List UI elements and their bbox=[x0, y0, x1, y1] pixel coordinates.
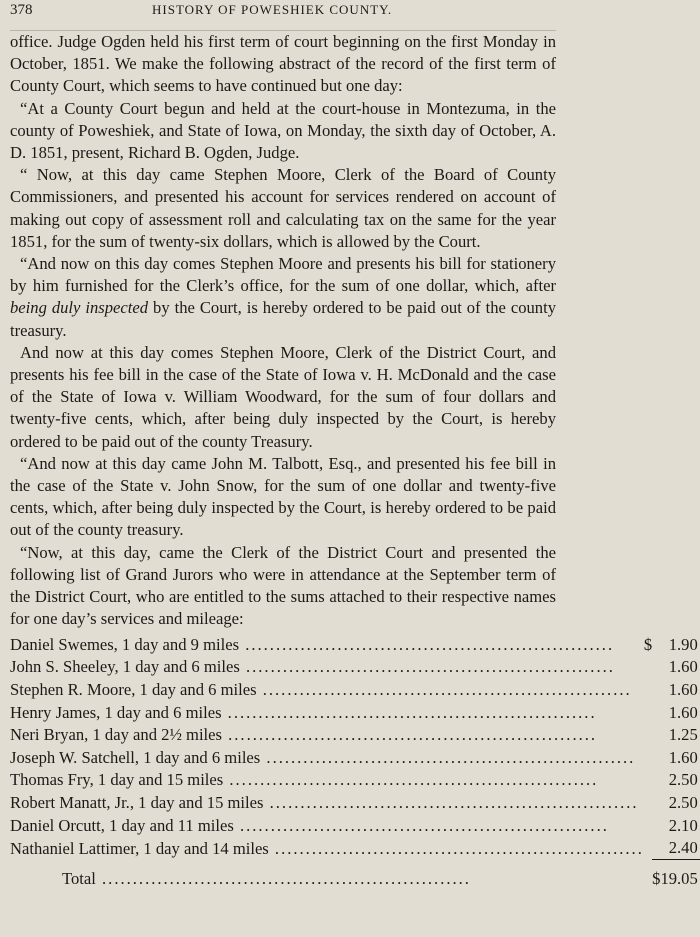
juror-entry: Stephen R. Moore, 1 day and 6 miles bbox=[10, 680, 257, 700]
currency-sign bbox=[644, 679, 652, 702]
ledger-row bbox=[10, 837, 700, 860]
leader-dots: ............................................................ bbox=[95, 869, 471, 889]
juror-amount: 1.60 bbox=[668, 680, 698, 700]
leader-dots: ............................................................ bbox=[223, 770, 599, 790]
stationery-text-after: by the Court, is hereby ordered to be paid out of the county treasury. bbox=[10, 298, 556, 340]
juror-amount: 2.40 bbox=[668, 838, 698, 858]
paragraph-talbott-fee-bill: “And now at this day came John M. Talbott, Esq., and presented his fee bill in the case of the State v. John Snow, for the sum of one dollar and twenty-five cents, which, after being duly inspected by the Court, is hereby ordered to be paid out of the county treasury. bbox=[10, 453, 556, 540]
juror-amount: 1.60 bbox=[668, 747, 698, 767]
paragraph-commissioners-account: “ Now, at this day came Stephen Moore, Clerk of the Board of County Commissioners, and presented his account for services rendered on account of making out copy of assessment roll and calculating tax on the same for the year 1851, for the sum of twenty-six dollars, which is allowed by the Court. bbox=[10, 165, 556, 251]
juror-entry: Nathaniel Lattimer, 1 day and 14 miles bbox=[10, 838, 269, 858]
ledger-row bbox=[10, 724, 700, 747]
leader-dots: ............................................................ bbox=[239, 634, 615, 654]
stationery-italic-phrase: being duly inspected bbox=[10, 298, 149, 318]
total-label: Total bbox=[62, 869, 96, 889]
juror-amount: 2.10 bbox=[668, 815, 698, 835]
juror-amount: 1.60 bbox=[668, 657, 698, 677]
juror-amount: 1.90 bbox=[668, 634, 698, 654]
leader-dots: ............................................................ bbox=[221, 725, 598, 745]
paragraph-district-clerk-fee-bill: And now at this day comes Stephen Moore, Clerk of the District Court, and presents his fee bill in the case of the State of Iowa v. H. McDonald and the case of the State of Iowa v. William Woodward, for the sum of four dollars and twenty-five cents, which, after being duly inspected by the Court, is hereby ordered to be paid out of the county Treasury. bbox=[10, 342, 556, 451]
juror-entry: Daniel Orcutt, 1 day and 11 miles bbox=[10, 815, 234, 835]
stationery-text-before: “And now on this day comes Stephen Moore and presents his bill for stationery by him furnished for the Clerk’s office, for the sum of one dollar, which, after bbox=[10, 254, 556, 296]
ledger-row bbox=[10, 792, 700, 815]
leader-dots: ............................................................ bbox=[263, 793, 639, 813]
currency-sign bbox=[644, 792, 652, 815]
ledger-row bbox=[10, 656, 700, 679]
ledger-row bbox=[10, 679, 700, 702]
paragraph-stationery-bill bbox=[10, 253, 556, 342]
page-number: 378 bbox=[10, 2, 33, 18]
currency-sign bbox=[644, 837, 652, 860]
ledger-row bbox=[10, 633, 700, 656]
paragraph-grand-jurors-intro: “Now, at this day, came the Clerk of the District Court and presented the following list of Grand Jurors who were in attendance at the September term of the District Court, who are entitled to the sums attached to their respective names for one day’s services and mileage: bbox=[10, 542, 556, 629]
juror-entry: Daniel Swemes, 1 day and 9 miles bbox=[10, 634, 240, 654]
total-amount: $19.05 bbox=[652, 860, 700, 891]
leader-dots: ............................................................ bbox=[221, 702, 597, 722]
page-body bbox=[10, 31, 698, 890]
currency-sign bbox=[644, 746, 652, 769]
running-header bbox=[10, 0, 556, 31]
currency-sign bbox=[644, 701, 652, 724]
ledger-row bbox=[10, 701, 700, 724]
currency-sign bbox=[644, 814, 652, 837]
juror-entry: Joseph W. Satchell, 1 day and 6 miles bbox=[10, 747, 261, 767]
paragraph-court-opened: “At a County Court begun and held at the court-house in Montezuma, in the county of Poweshiek, and State of Iowa, on Monday, the sixth day of October, A. D. 1851, present, Richard B. Ogden, Judge. bbox=[10, 98, 556, 163]
leader-dots: ............................................................ bbox=[268, 838, 644, 858]
ledger-row bbox=[10, 814, 700, 837]
juror-amount: 1.60 bbox=[668, 702, 698, 722]
running-title: HISTORY OF POWESHIEK COUNTY. bbox=[152, 2, 393, 17]
juror-amount: 2.50 bbox=[668, 793, 698, 813]
currency-sign bbox=[644, 656, 652, 679]
currency-sign: $ bbox=[643, 634, 653, 654]
juror-entry: Robert Manatt, Jr., 1 day and 15 miles bbox=[10, 793, 264, 813]
ledger-row bbox=[10, 769, 700, 792]
juror-entry: John S. Sheeley, 1 day and 6 miles bbox=[10, 657, 240, 677]
juror-entry: Henry James, 1 day and 6 miles bbox=[10, 702, 222, 722]
currency-sign bbox=[644, 724, 652, 747]
juror-amount: 1.25 bbox=[668, 725, 698, 745]
currency-sign bbox=[644, 769, 652, 792]
juror-entry: Thomas Fry, 1 day and 15 miles bbox=[10, 770, 224, 790]
leader-dots: ............................................................ bbox=[233, 815, 609, 835]
juror-entry: Neri Bryan, 1 day and 2½ miles bbox=[10, 725, 222, 745]
ledger-row bbox=[10, 746, 700, 769]
leader-dots: ............................................................ bbox=[260, 747, 636, 767]
leader-dots: ............................................................ bbox=[256, 680, 632, 700]
grand-jurors-ledger bbox=[10, 633, 700, 890]
ledger-total-row bbox=[10, 860, 700, 891]
paragraph-opening: office. Judge Ogden held his first term of court beginning on the first Monday in October, 1851. We make the following abstract of the record of the first term of County Court, which seems to have continued but one day: bbox=[10, 32, 556, 96]
juror-amount: 2.50 bbox=[668, 770, 698, 790]
leader-dots: ............................................................ bbox=[239, 657, 615, 677]
